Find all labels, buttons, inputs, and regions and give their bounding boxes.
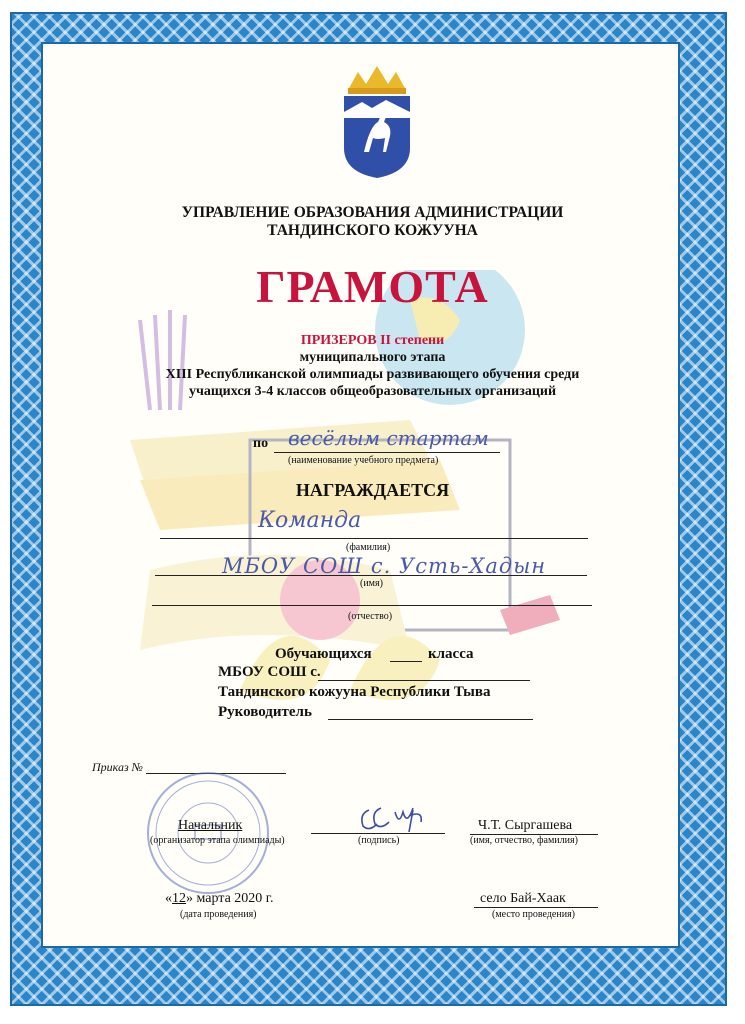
place-value: село Бай-Хаак bbox=[480, 891, 566, 906]
subject-value: весёлым стартам bbox=[288, 426, 489, 450]
subject-line bbox=[274, 452, 500, 453]
signature-line bbox=[311, 833, 445, 834]
subject-prefix: по bbox=[253, 436, 269, 451]
surname-caption: (фамилия) bbox=[346, 542, 391, 553]
surname-line bbox=[160, 538, 588, 539]
date-day: 12 bbox=[172, 891, 186, 906]
name-line bbox=[155, 575, 587, 576]
students-prefix: Обучающихся bbox=[275, 646, 372, 662]
name-caption: (имя) bbox=[360, 578, 383, 589]
school-line bbox=[318, 680, 530, 681]
head-label: Руководитель bbox=[218, 704, 312, 720]
place-caption: (место проведения) bbox=[492, 909, 576, 920]
document-title: ГРАМОТА bbox=[256, 261, 489, 312]
order-label: Приказ № bbox=[92, 760, 143, 774]
signer-caption: (имя, отчество, фамилия) bbox=[470, 835, 578, 846]
surname-value: Команда bbox=[258, 508, 362, 533]
award-line-3: учащихся 3-4 классов общеобразовательных организаций bbox=[188, 384, 557, 399]
school-prefix: МБОУ СОШ с. bbox=[218, 664, 321, 680]
awarded-heading: НАГРАЖДАЕТСЯ bbox=[295, 480, 450, 500]
signer-name: Ч.Т. Сыргашева bbox=[478, 818, 573, 833]
position-caption: (организатор этапа олимпиады) bbox=[150, 835, 285, 846]
award-degree: ПРИЗЕРОВ II степени bbox=[300, 333, 445, 348]
award-line-1: муниципального этапа bbox=[299, 350, 446, 365]
place-line bbox=[474, 907, 598, 908]
award-line-2: XIII Республиканской олимпиады развивающего обучения среди bbox=[165, 367, 580, 382]
patronymic-caption: (отчество) bbox=[348, 611, 393, 622]
head-line bbox=[328, 719, 533, 720]
subject-caption: (наименование учебного предмета) bbox=[288, 455, 439, 466]
position-label: Начальник bbox=[178, 818, 243, 833]
handwritten-signature bbox=[355, 802, 435, 836]
school-region: Тандинского кожууна Республики Тыва bbox=[218, 684, 491, 700]
students-suffix: класса bbox=[428, 646, 474, 662]
name-value: МБОУ СОШ с. Усть-Хадын bbox=[222, 554, 547, 578]
date-caption: (дата проведения) bbox=[180, 909, 257, 920]
coat-of-arms-icon bbox=[340, 64, 414, 180]
header-line-1: УПРАВЛЕНИЕ ОБРАЗОВАНИЯ АДМИНИСТРАЦИИ bbox=[181, 204, 564, 221]
date-open-quote: « bbox=[165, 891, 172, 906]
date-value bbox=[165, 891, 273, 907]
date-rest: » марта 2020 г. bbox=[186, 891, 274, 906]
patronymic-line bbox=[152, 605, 592, 606]
header-line-2: ТАНДИНСКОГО КОЖУУНА bbox=[267, 222, 478, 239]
signature-caption: (подпись) bbox=[358, 835, 400, 846]
class-line bbox=[390, 661, 422, 662]
